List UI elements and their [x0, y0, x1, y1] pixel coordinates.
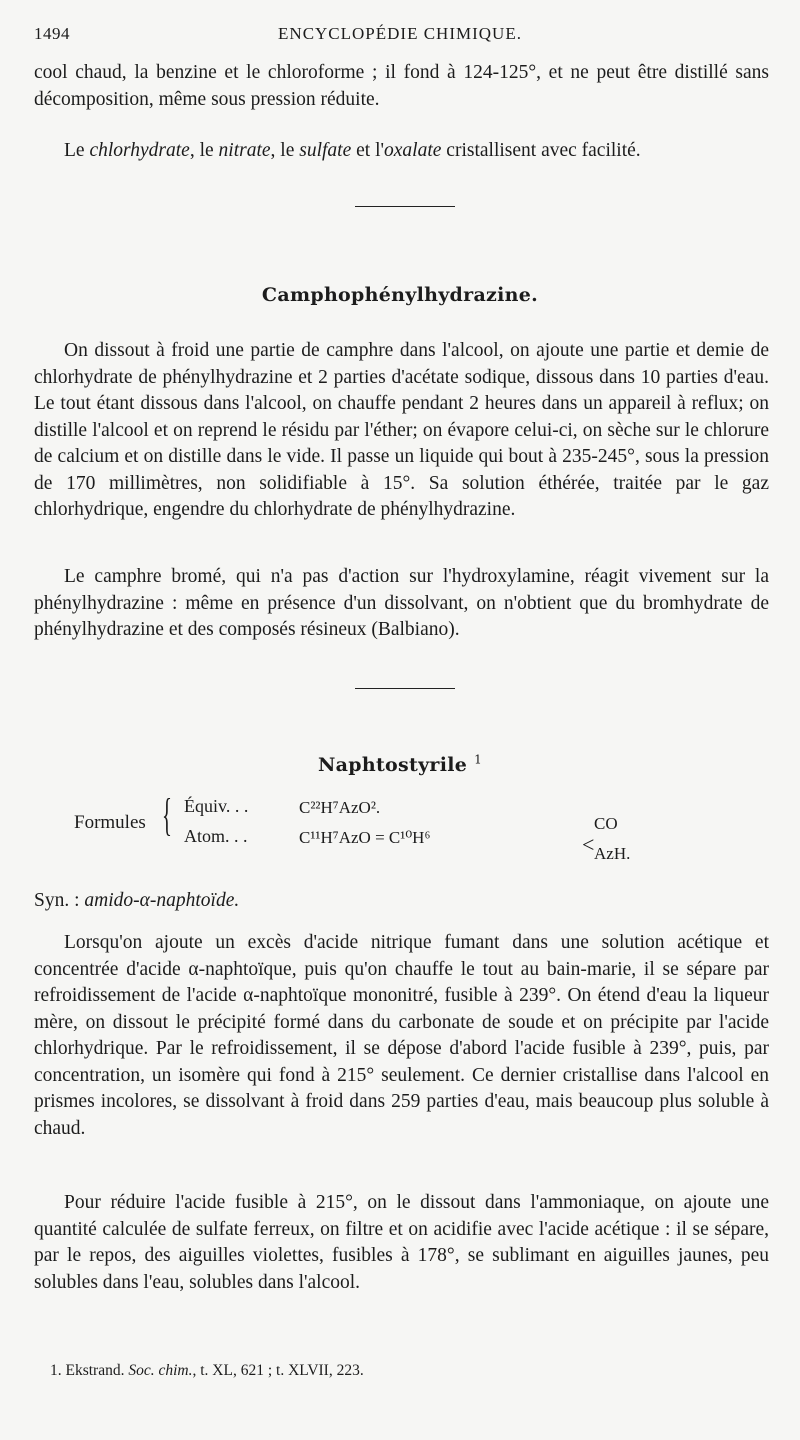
section1-paragraph-2 [34, 564, 769, 644]
italic-term: oxalate [384, 140, 442, 161]
group-co: CO [594, 814, 618, 833]
atom-label: Atom. . . [184, 826, 248, 846]
footnote-text: Ekstrand. [61, 1362, 129, 1379]
section2-text-1: Lorsqu'on ajoute un excès d'acide nitrique fumant dans une solution acétique et concentrée d'acide α-naphtoïque, puis qu'on chauffe le tout au bain-marie, il se sépare par refroidissement de l'acide α-naphtoïque mononitré, fusible à 239°. On étend d'eau la liqueur mère, on dissout le précipité formé dans du carbonate de soude et on précipite par l'acide chlorhydrique. Par le refroidissement, il se dépose d'abord l'acide fusible à 239°, puis, par concentration, un isomère qui fond à 215° seulement. Ce dernier cristallise dans l'alcool en prismes incolores, se dissolvant à froid dans 259 parties d'eau, mais beaucoup plus soluble à chaud. [34, 932, 769, 1139]
intro-paragraph-1 [34, 60, 769, 113]
text-run: Le [64, 140, 90, 161]
intro-paragraph-2 [34, 138, 769, 165]
section1-text-1: On dissout à froid une partie de camphre dans l'alcool, on ajoute une partie et demie de chlorhydrate de phénylhydrazine et 2 parties d'acétate sodique, dissous dans 10 parties d'eau. Le tout étant dissous dans l'alcool, on chauffe pendant 2 heures dans un appareil à reflux; on distille l'alcool et on reprend le résidu par l'éther; on évapore celui-ci, on sèche sur le chlorure de calcium et on distille dans le vide. Il passe un liquide qui bout à 235-245°, sous la pression de 170 millimètres, non solidifiable à 15°. Sa solution éthérée, traitée par le gaz chlorhydrique, engendre du chlorhydrate de phénylhydrazine. [34, 340, 769, 520]
synonym-label: Syn. : [34, 890, 85, 911]
section-title-text: Naphtostyrile [317, 754, 468, 776]
section2-paragraph-1 [34, 930, 769, 1142]
section-title-naphtostyrile [0, 754, 800, 776]
italic-term: chlorhydrate [89, 140, 190, 161]
section-divider [355, 688, 455, 689]
formulas-label: Formules [74, 812, 146, 833]
italic-term: nitrate [218, 140, 271, 161]
section1-text-2: Le camphre bromé, qui n'a pas d'action sur l'hydroxylamine, réagit vivement sur la phénylhydrazine : même en présence d'un dissolvant, on n'obtient que du bromhydrate de phénylhydrazine et des composés résineux (Balbiano). [34, 566, 769, 640]
bond-fork-icon: < [582, 832, 595, 857]
atom-formula: C¹¹H⁷AzO = C¹⁰H⁶ [299, 828, 431, 847]
footnote-journal: Soc. chim. [128, 1362, 193, 1379]
synonym-value: amido-α-naphtoïde. [84, 890, 240, 911]
section2-paragraph-2 [34, 1190, 769, 1296]
footnote [50, 1362, 364, 1380]
italic-term: sulfate [299, 140, 352, 161]
page-number: 1494 [34, 24, 70, 43]
section-divider [355, 206, 455, 207]
section-title-camphophenylhydrazine: Camphophénylhydrazine. [261, 284, 539, 306]
running-title: ENCYCLOPÉDIE CHIMIQUE. [278, 24, 522, 43]
equiv-formula: C²²H⁷AzO². [299, 798, 381, 817]
text-run: , le [270, 140, 300, 161]
text-run: , le [189, 140, 219, 161]
text-run: cristallisent avec facilité. [441, 140, 641, 161]
formula-block [34, 790, 774, 880]
section1-paragraph-1 [34, 338, 769, 524]
section2-text-2: Pour réduire l'acide fusible à 215°, on le dissout dans l'ammoniaque, on ajoute une quantité calculée de sulfate ferreux, on filtre et on acidifie avec l'acide acétique : il se sépare, par le repos, des aiguilles violettes, fusibles à 178°, se sublimant en aiguilles jaunes, peu solubles dans l'eau, solubles dans l'alcool. [34, 1192, 769, 1293]
text-run: et l' [351, 140, 385, 161]
footnote-number: 1. [50, 1362, 62, 1379]
page-header [34, 24, 766, 54]
brace-icon: { [162, 789, 172, 840]
synonym-line [34, 890, 239, 912]
group-azh: AzH. [594, 844, 631, 863]
footnote-mark: 1 [474, 752, 483, 767]
intro-text-1: cool chaud, la benzine et le chloroforme ; il fond à 124-125°, et ne peut être distillé sans décomposition, même sous pression réduite. [34, 62, 769, 110]
equiv-label: Équiv. . . [184, 796, 249, 816]
intro-text-2 [34, 138, 769, 165]
footnote-text: , t. XL, 621 ; t. XLVII, 223. [192, 1362, 364, 1379]
